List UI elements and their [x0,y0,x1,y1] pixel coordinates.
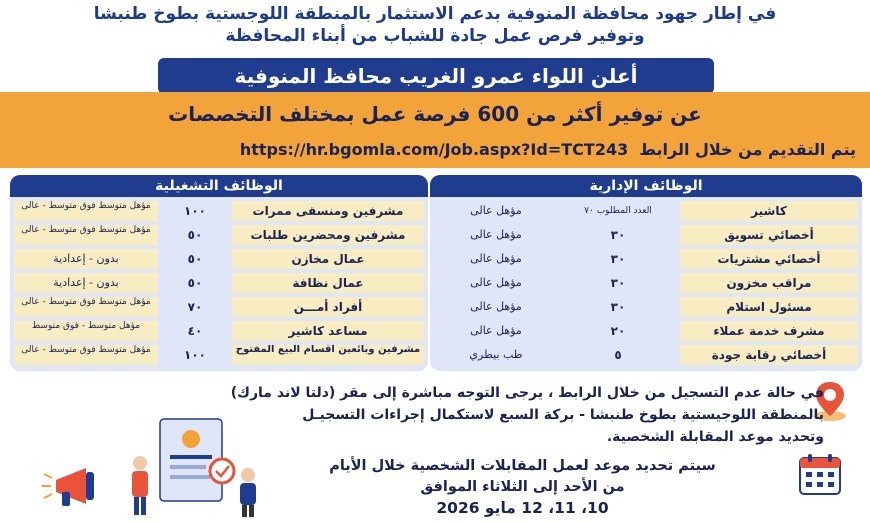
ops-jobs-title: الوظائف التشغيلية [10,175,428,197]
table-row [430,319,862,343]
job-application-illustration [110,415,270,520]
job-title: عمال مخازن [232,249,424,269]
job-title: مشرف خدمة عملاء [680,321,858,341]
job-title: مسئول استلام [680,297,858,317]
table-row [430,247,862,271]
table-row [10,343,428,367]
job-count: ٧٠ [162,297,228,317]
job-requirement: بدون - إعدادية [14,273,158,293]
table-row [10,199,428,223]
header-line-2: وتوفير فرص عمل جادة للشباب من أبناء المحافظة [225,26,645,46]
job-title: أخصائي تسويق [680,225,858,245]
interview-line-1: سيتم تحديد موعد لعمل المقابلات الشخصية خلال الأيام [329,458,716,474]
job-title: مراقب مخزون [680,273,858,293]
job-count: ١٠٠ [162,345,228,365]
apply-prefix: يتم التقديم من خلال الرابط [639,140,856,159]
table-row [430,271,862,295]
table-row [10,271,428,295]
admin-jobs-title: الوظائف الإدارية [430,175,862,197]
table-row [430,343,862,367]
header-line-1: في إطار جهود محافظة المنوفية بدعم الاستثمار بالمنطقة اللوجستية بطوخ طنبشا [93,4,777,24]
job-title: مساعد كاشير [232,321,424,341]
table-row [430,295,862,319]
job-requirement: مؤهل عالى [436,297,556,317]
job-title: عمال نظافة [232,273,424,293]
job-title: أفراد أمـــن [232,297,424,317]
table-row [10,319,428,343]
job-title: كاشير [680,201,858,221]
job-count: ٥ [560,345,676,365]
interview-line-2: من الأحد إلى الثلاثاء الموافق [420,479,625,495]
job-requirement: مؤهل عالى [436,225,556,245]
job-count: ٥٠ [162,225,228,245]
interview-dates: 10، 11، 12 مايو 2026 [436,499,609,517]
job-requirement: مؤهل عالى [436,273,556,293]
job-requirement: مؤهل عالى [436,249,556,269]
job-count: ٢٠ [560,321,676,341]
job-requirement: مؤهل متوسط فوق متوسط - عالى [14,297,158,317]
interview-schedule [250,456,795,519]
job-count: ١٠٠ [162,201,228,221]
job-requirement: طب بيطري [436,345,556,365]
job-count: العدد المطلوب ٧٠ [560,201,676,221]
job-count: ٣٠ [560,273,676,293]
admin-jobs-rows [430,199,862,367]
megaphone-icon [40,462,104,510]
job-title: أخصائي رقابة جودة [680,345,858,365]
job-requirement: مؤهل عالى [436,201,556,221]
table-row [10,295,428,319]
table-row [430,223,862,247]
job-title: أخصائي مشتريات [680,249,858,269]
job-count: ٤٠ [162,321,228,341]
job-count: ٣٠ [560,297,676,317]
job-requirement: مؤهل متوسط - فوق متوسط [14,321,158,341]
job-title: مشرفين ومنسقى ممرات [232,201,424,221]
job-count: ٣٠ [560,225,676,245]
ops-jobs-rows [10,199,428,367]
ops-jobs-table [10,175,428,371]
job-count: ٥٠ [162,273,228,293]
job-requirement: مؤهل متوسط فوق متوسط - عالى [14,345,158,365]
admin-jobs-table [430,175,862,371]
table-row [430,199,862,223]
job-requirement: مؤهل عالى [436,321,556,341]
job-title: مشرفين وبائعين أقسام البيع المفتوح [232,345,424,365]
job-count: ٣٠ [560,249,676,269]
table-row [10,223,428,247]
table-row [10,247,428,271]
apply-line [240,140,856,159]
job-requirement: مؤهل متوسط فوق متوسط - عالى [14,201,158,221]
job-title: مشرفين ومحضرين طلبات [232,225,424,245]
job-requirement: بدون - إعدادية [14,249,158,269]
note-line-1: في حالة عدم التسجيل من خلال الرابط ، يرجى التوجه مباشرة إلى مقر (دلتا لاند مارك) [230,385,824,401]
job-count: ٥٠ [162,249,228,269]
note-line-3: وتحديد موعد المقابلة الشخصية. [606,429,824,445]
calendar-icon [796,452,844,498]
job-requirement: مؤهل متوسط فوق متوسط - عالى [14,225,158,245]
governor-banner: أعلن اللواء عمرو الغريب محافظ المنوفية [158,58,714,94]
note-line-2: بالمنطقة اللوجيستية بطوخ طنبشا - بركة السبع لاستكمال إجراءات التسجيـل [302,407,824,423]
apply-link[interactable]: https://hr.bgomla.com/Job.aspx?Id=TCT243 [239,140,629,159]
announcement-main: عن توفير أكثر من 600 فرصة عمل بمختلف التخصصات [168,102,702,126]
